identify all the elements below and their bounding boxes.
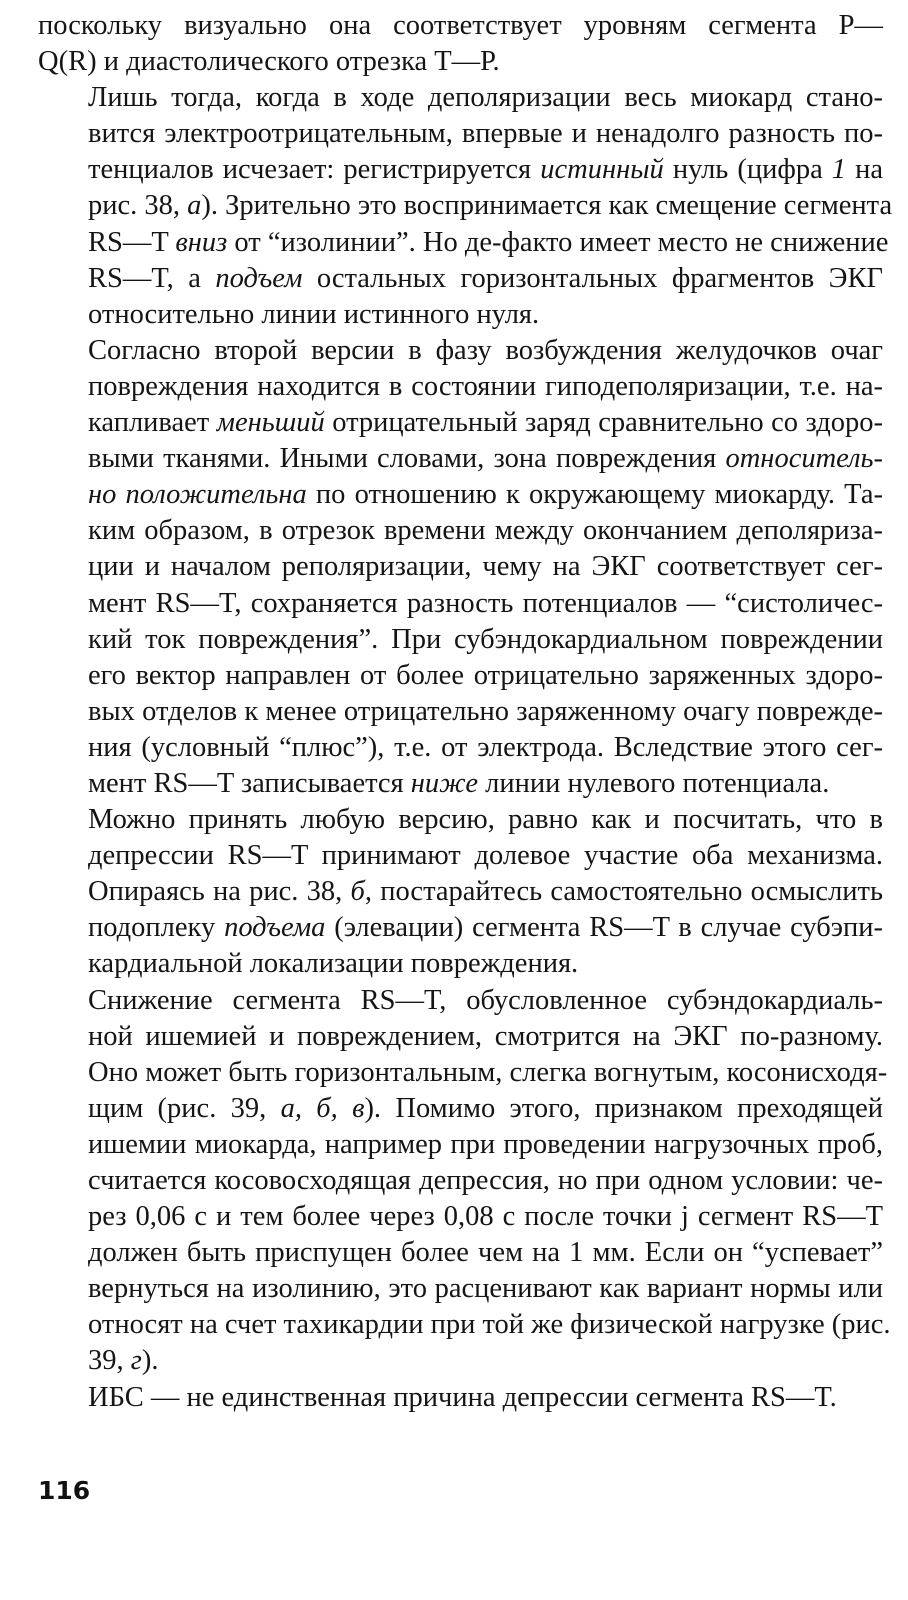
text-run: кардиальной локализации повреждения. xyxy=(88,948,579,980)
italic-text: 1 xyxy=(831,154,847,186)
text-run: линии нулевого потенциала. xyxy=(477,767,830,799)
text-run: ким образом, в отрезок времени между окончанием деполяриза- xyxy=(88,515,883,547)
text-run: отрицательный заряд сравнительно со здоро- xyxy=(324,407,883,439)
text-run: Согласно второй версии в фазу возбуждения желудочков очаг xyxy=(88,334,883,366)
text-run: Снижение сегмента RS—T, обусловленное субэндокардиаль- xyxy=(88,984,883,1016)
text-run: кий ток повреждения”. При субэндокардиальном повреждении xyxy=(88,623,883,655)
text-run: вится электроотрицательным, впервые и ненадолго разность по- xyxy=(88,118,883,150)
text-line xyxy=(38,297,883,333)
text-line xyxy=(38,802,883,838)
text-run: на xyxy=(846,154,883,186)
text-run: ной ишемией и повреждением, смотрится на ЭКГ по-разному. xyxy=(88,1020,883,1052)
text-run: капливает xyxy=(88,407,217,439)
text-line xyxy=(38,1019,883,1055)
italic-text: истинный xyxy=(540,154,664,186)
text-line xyxy=(38,1127,883,1163)
text-run: тенциалов исчезает: регистрируется xyxy=(88,154,541,186)
text-line xyxy=(38,1091,883,1127)
text-run: Лишь тогда, когда в ходе деполяризации весь миокард стано- xyxy=(88,82,883,114)
text-line xyxy=(38,369,883,405)
text-line xyxy=(38,405,883,441)
text-run: его вектор направлен от более отрицательно заряженных здоро- xyxy=(88,659,883,691)
text-run: повреждения находится в состоянии гиподеполяризации, т.е. на- xyxy=(88,370,883,402)
text-run: выми тканями. Иными словами, зона повреждения xyxy=(88,443,726,475)
text-line xyxy=(38,1199,883,1235)
text-run: должен быть приспущен более чем на 1 мм. Если он “успевает” xyxy=(88,1237,883,1269)
text-run: ). xyxy=(141,1345,159,1377)
italic-text: относитель- xyxy=(725,443,883,475)
text-line xyxy=(38,1163,883,1199)
text-run: мент RS—T записывается xyxy=(88,767,411,799)
text-line xyxy=(38,1307,891,1343)
text-run: (элевации) сегмента RS—T в случае субэпи- xyxy=(325,912,884,944)
text-run: мент RS—T, сохраняется разность потенциалов — “систоличес- xyxy=(88,587,883,619)
text-line xyxy=(38,1235,883,1271)
text-run: Оно может быть горизонтальным, слегка вогнутым, косонисходя- xyxy=(88,1056,888,1088)
text-run: считается косовосходящая депрессия, но при одном условии: че- xyxy=(88,1165,883,1196)
italic-text: но положительна xyxy=(88,479,307,511)
text-line xyxy=(38,152,883,188)
italic-text: б xyxy=(350,876,365,908)
text-run: RS—T xyxy=(88,226,176,258)
text-line xyxy=(38,441,883,477)
text-line xyxy=(38,1271,883,1307)
text-run: депрессии RS—T принимают долевое участие оба механизма. xyxy=(88,840,883,872)
text-run: подоплеку xyxy=(88,912,225,944)
text-run: по отношению к окружающему миокарду. Та- xyxy=(306,479,883,511)
text-run: Опираясь на рис. 38, xyxy=(88,876,351,908)
italic-text: меньший xyxy=(216,407,325,439)
text-line xyxy=(38,946,883,982)
text-run: ). Зрительно это воспринимается как смещение сегмента xyxy=(201,190,893,222)
paragraph xyxy=(38,1380,883,1416)
paragraph xyxy=(38,983,891,1380)
text-run: рез 0,06 с и тем более через 0,08 с после точки j сегмент RS—T xyxy=(88,1201,883,1233)
paragraph xyxy=(38,333,883,802)
text-line xyxy=(38,1343,883,1379)
text-line xyxy=(38,188,893,224)
text-run: относительно линии истинного нуля. xyxy=(88,298,540,330)
text-line xyxy=(38,477,883,513)
text-line xyxy=(38,586,883,622)
text-run: рис. 38, xyxy=(88,190,188,222)
text-run: ции и началом реполяризации, чему на ЭКГ соответствует сег- xyxy=(88,551,883,583)
text-line xyxy=(38,8,883,44)
paragraph xyxy=(38,802,883,982)
text-line xyxy=(38,622,883,658)
text-line xyxy=(38,694,883,730)
text-run: вых отделов к менее отрицательно заряженному очагу поврежде- xyxy=(88,695,883,727)
paragraph xyxy=(38,8,883,80)
text-run: щим (рис. 39, xyxy=(88,1092,281,1124)
italic-text: вниз xyxy=(175,226,228,258)
text-run: ния (условный “плюс”), т.е. от электрода. Вследствие этого сег- xyxy=(88,731,883,763)
paragraph xyxy=(38,80,893,333)
text-run: относят на счет тахикардии при той же физической нагрузке (рис. xyxy=(88,1309,891,1341)
text-run: от “изолинии”. Но де-факто имеет место не снижение xyxy=(227,226,889,258)
text-line xyxy=(38,838,883,874)
text-run: ИБС — не единственная причина депрессии сегмента RS—T. xyxy=(88,1381,837,1413)
italic-text: а xyxy=(187,190,202,222)
text-run: вернуться на изолинию, это расценивают как вариант нормы или xyxy=(88,1273,883,1305)
italic-text: ниже xyxy=(410,767,478,799)
text-line xyxy=(38,730,883,766)
text-line xyxy=(38,225,889,261)
text-line xyxy=(38,513,883,549)
italic-text: г xyxy=(130,1345,142,1377)
text-line xyxy=(38,261,883,297)
text-run: 39, xyxy=(88,1345,131,1377)
text-line xyxy=(38,1380,883,1416)
text-line xyxy=(38,44,883,80)
text-line xyxy=(38,80,883,116)
text-run: Можно принять любую версию, равно как и посчитать, что в xyxy=(88,804,883,836)
italic-text: а, б, в xyxy=(280,1092,365,1124)
text-line xyxy=(38,874,883,910)
text-run: , постарайтесь самостоятельно осмыслить xyxy=(364,876,883,908)
page-body xyxy=(38,8,893,1416)
text-run: RS—T, а xyxy=(88,262,216,294)
text-run: ). Помимо этого, признаком преходящей xyxy=(364,1092,883,1124)
text-run: нуль (цифра xyxy=(663,154,832,186)
text-line xyxy=(38,333,883,369)
text-run: остальных горизонтальных фрагментов ЭКГ xyxy=(302,262,883,294)
text-run: поскольку визуально она соответствует уровням сегмента Р— xyxy=(38,10,883,41)
italic-text: подъема xyxy=(224,912,326,944)
text-line xyxy=(38,549,883,585)
text-line xyxy=(38,658,883,694)
text-line xyxy=(38,910,883,946)
page-number: 116 xyxy=(38,1476,91,1505)
text-line xyxy=(38,983,883,1019)
text-run: Q(R) и диастолического отрезка Т—Р. xyxy=(38,46,500,78)
text-line xyxy=(38,116,883,152)
italic-text: подъем xyxy=(215,262,303,294)
text-line xyxy=(38,1055,888,1091)
text-line xyxy=(38,766,883,802)
text-run: ишемии миокарда, например при проведении нагрузочных проб, xyxy=(88,1128,883,1160)
